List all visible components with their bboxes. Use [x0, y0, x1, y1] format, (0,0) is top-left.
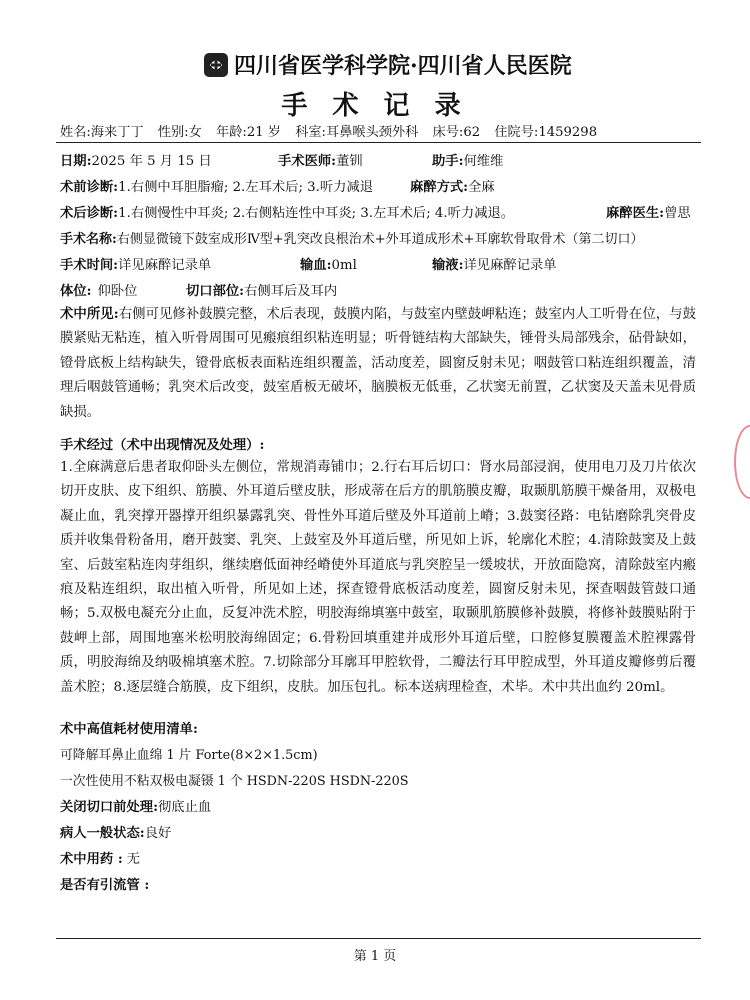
hospital-name: 四川省医学科学院·四川省人民医院 — [234, 53, 572, 79]
transfusion-field — [300, 254, 357, 273]
position-label: 体位: — [60, 284, 92, 299]
post-diagnosis-label: 术后诊断: — [60, 206, 119, 221]
closure-label: 关闭切口前处理: — [60, 800, 158, 815]
hospital-logo-icon — [203, 52, 229, 78]
anesthesia-label: 麻醉方式: — [410, 180, 469, 195]
document-title: 手 术 记 录 — [281, 91, 469, 121]
pre-diagnosis-value: 1.右侧中耳胆脂瘤; 2.左耳术后; 3.听力减退 — [118, 180, 374, 195]
operation-name-label: 手术名称: — [60, 232, 117, 247]
post-diagnosis-row — [60, 202, 514, 221]
anesthesia-value: 全麻 — [468, 180, 495, 195]
post-diagnosis-value: 1.右侧慢性中耳炎; 2.右侧粘连性中耳炎; 3.左耳术后; 4.听力减退。 — [118, 206, 515, 221]
patient-admission-no: 住院号:1459298 — [494, 125, 598, 140]
page-number: 第 1 页 — [353, 949, 397, 964]
material-item: 一次性使用不粘双极电凝镊 1 个 HSDN-220S HSDN-220S — [60, 774, 409, 789]
drugs-label: 术中用药 : — [60, 852, 123, 867]
anesthetist-field — [606, 202, 691, 221]
infusion-label: 输液: — [432, 258, 464, 273]
red-stamp-edge — [734, 425, 750, 499]
surgeon-field — [278, 150, 363, 169]
header-divider — [56, 142, 701, 143]
patient-age: 年龄:21 岁 — [216, 125, 281, 140]
incision-label: 切口部位: — [186, 284, 245, 299]
transfusion-value: 0ml — [331, 258, 357, 273]
date-label: 日期: — [60, 154, 92, 169]
date-row — [60, 150, 212, 169]
incision-field — [186, 280, 337, 299]
pre-diagnosis-label: 术前诊断: — [60, 180, 119, 195]
drugs-row — [60, 848, 140, 867]
anesthesia-field — [410, 176, 495, 195]
anesthetist-value: 曾思 — [664, 206, 691, 221]
patient-bed: 床号:62 — [432, 125, 481, 140]
position-field — [60, 280, 137, 299]
operation-time-field — [60, 254, 211, 273]
material-item: 可降解耳鼻止血绵 1 片 Forte(8×2×1.5cm) — [60, 748, 318, 763]
closure-row — [60, 796, 211, 815]
drain-row — [60, 874, 149, 893]
findings-section — [60, 302, 696, 425]
transfusion-label: 输血: — [300, 258, 332, 273]
operation-name-value: 右侧显微镜下鼓室成形Ⅳ型+乳突改良根治术+外耳道成形术+耳廓软骨取骨术（第二切口） — [116, 232, 644, 247]
general-state-row — [60, 822, 171, 841]
assistant-label: 助手: — [432, 154, 464, 169]
footer-divider — [56, 938, 701, 939]
assistant-value: 何维维 — [463, 154, 504, 169]
materials-label: 术中高值耗材使用清单: — [60, 722, 198, 737]
general-state-label: 病人一般状态: — [60, 826, 145, 841]
patient-department: 科室:耳鼻喉头颈外科 — [295, 125, 419, 140]
operation-time-label: 手术时间: — [60, 258, 119, 273]
closure-value: 彻底止血 — [158, 800, 212, 815]
patient-name: 姓名:海来丁丁 — [60, 125, 144, 140]
patient-sex: 性别:女 — [157, 125, 202, 140]
pre-diagnosis-row — [60, 176, 373, 195]
drain-label: 是否有引流管 : — [60, 878, 150, 893]
surgeon-value: 董钏 — [336, 154, 363, 169]
general-state-value: 良好 — [144, 826, 172, 841]
infusion-field — [432, 254, 557, 273]
process-text: 1.全麻满意后患者取仰卧头左侧位，常规消毒铺巾；2.行右耳后切口：肾水局部浸润，使用电刀及刀片依次切开皮肤、皮下组织、筋膜、外耳道后壁皮肤，形成蒂在后方的肌筋膜皮瓣，取颞肌筋膜干燥备用，双极电凝止血，乳突撑开器撑开组织暴露乳突、骨性外耳道后壁及外耳道前上嵴；3.鼓窦径路：电钻磨除乳突骨皮质并收集骨粉备用，磨开鼓窦、乳突、上鼓室及外耳道后壁，所见如上诉，轮廓化术腔；4.清除鼓窦及上鼓室、后鼓室粘连肉芽组织，继续磨低面神经嵴使外耳道底与乳突腔呈一缓坡状，开放面隐窝，清除鼓室内瘢痕及粘连组织，取出植入听骨，所见如上述，探查镫骨底板活动度差，圆窗反射未见，探查咽鼓管鼓口通畅；5.双极电凝充分止血，反复冲洗术腔，明胶海绵填塞中鼓室，取颞肌筋膜修补鼓膜，将修补鼓膜贴附于鼓岬上部，周围地塞米松明胶海绵固定；6.骨粉回填重建并成形外耳道后壁，口腔修复膜覆盖术腔裸露骨质，明胶海绵及纳吸棉填塞术腔。7.切除部分耳廓耳甲腔软骨，二瓣法行耳甲腔成型，外耳道皮瓣修剪后覆盖术腔；8.逐层缝合筋膜，皮下组织，皮肤。加压包扎。标本送病理检查，术毕。术中共出血约 20ml。 — [60, 460, 696, 695]
operation-time-value: 详见麻醉记录单 — [118, 258, 212, 273]
findings-text: 右侧可见修补鼓膜完整，术后表现，鼓膜内陷，与鼓室内壁鼓岬粘连；鼓室内人工听骨在位，与鼓膜紧贴无粘连，植入听骨周围可见瘢痕组织粘连明显；听骨链结构大部缺失，锤骨头局部残余，砧骨缺如，镫骨底板上结构缺失，镫骨底板表面粘连组织覆盖，活动度差，圆窗反射未见；咽鼓管口粘连组织覆盖，清理后咽鼓管通畅；乳突术后改变，鼓室盾板无破坏，脑膜板无低垂，乙状窦无前置，乙状窦及天盖未见骨质缺损。 — [60, 307, 696, 420]
anesthetist-label: 麻醉医生: — [606, 206, 665, 221]
assistant-field — [432, 150, 503, 169]
position-value: 仰卧位 — [97, 284, 138, 299]
process-label: 手术经过（术中出现情况及处理）: — [60, 438, 265, 453]
patient-info-line — [60, 121, 607, 140]
findings-label: 术中所见: — [60, 306, 119, 322]
date-value: 2025 年 5 月 15 日 — [91, 154, 212, 169]
drugs-value: 无 — [126, 852, 141, 867]
incision-value: 右侧耳后及耳内 — [244, 284, 338, 299]
operation-name-row — [60, 228, 643, 247]
infusion-value: 详见麻醉记录单 — [463, 258, 557, 273]
surgeon-label: 手术医师: — [278, 154, 337, 169]
